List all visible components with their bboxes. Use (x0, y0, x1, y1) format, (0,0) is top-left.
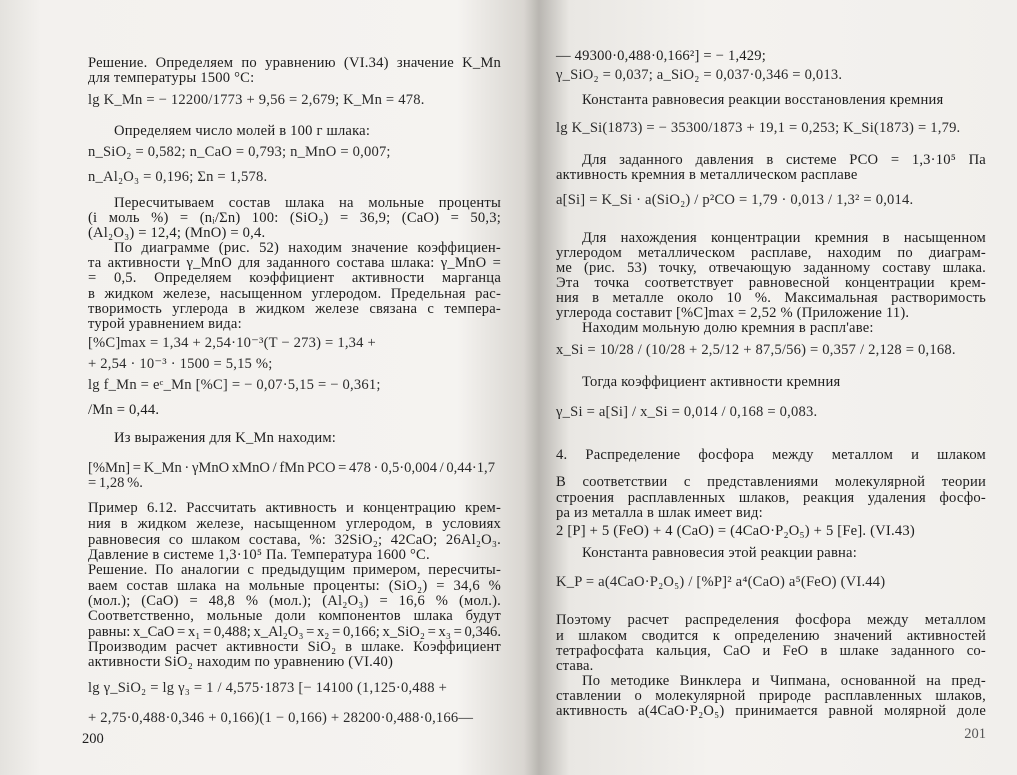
text-line: (i моль %) = (nᵢ/Σn) 100: (SiO₂) = 36,9; (CaO) = 50,3; (88, 210, 501, 226)
formula-line: lg f_Mn = eᶜ_Mn [%C] = − 0,07·5,15 = − 0,361; (88, 377, 381, 393)
text-line: Пересчитываем состав шлака на мольные проценты (114, 195, 501, 211)
text-line: Производим расчет активности SiO₂ в шлаке. Коэффициент (88, 639, 501, 655)
text-line: ваем состав шлака на мольные проценты: (SiO₂) = 34,6 % (88, 578, 501, 594)
text-line: в жидком железе, насыщенном углеродом. Предельная рас- (88, 286, 501, 302)
page-number: 200 (82, 731, 104, 747)
text-line: тетрафосфата кальция, CaO и FeO в шлаке заданного со- (556, 643, 986, 659)
text-line: = 0,5. Определяем коэффициент активности марганца (88, 270, 501, 286)
formula-line: lg K_Mn = − 12200/1773 + 9,56 = 2,679; K_Mn = 478. (88, 92, 425, 108)
text-line: Определяем число молей в 100 г шлака: (114, 123, 371, 139)
text-line: Находим мольную долю кремния в распл'аве: (582, 320, 874, 336)
text-line: ния в металле около 10 %. Максимальная растворимость (556, 290, 986, 306)
formula-line: + 2,75·0,488·0,346 + 0,166)(1 − 0,166) + 28200·0,488·0,166— (88, 710, 474, 726)
text-line: (мол.); (CaO) = 48,8 % (мол.); (Al₂O₃) = 16,6 % (мол.). (88, 593, 501, 609)
formula-line: n_Al₂O₃ = 0,196; Σn = 1,578. (88, 169, 268, 185)
right-page (556, 0, 986, 775)
text-line: /Mn = 0,44. (88, 402, 160, 418)
text-line: — 49300·0,488·0,166²] = − 1,429; (556, 48, 767, 64)
text-line: 4. Распределение фосфора между металлом и шлаком (556, 447, 986, 463)
formula-line: [%Mn] = K_Mn · γMnO xMnO / fMn PCO = 478 · 0,5·0,004 / 0,44·1,7 = 1,28 %. (88, 460, 495, 491)
text-line: Константа равновесия реакции восстановления кремния (582, 92, 944, 108)
text-line: Тогда коэффициент активности кремния (582, 374, 841, 390)
text-line: ра из металла в шлак имеет вид: (556, 505, 763, 521)
text-line: равновесия со шлаком состава, %: 32SiO₂; 42CaO; 26Al₂O₃. (88, 532, 501, 548)
text-line: творимость углерода в жидком железе связана с темпера- (88, 301, 501, 317)
text-line: равны: x_CaO = x₁ = 0,488; x_Al₂O₃ = x₂ = 0,166; x_SiO₂ = x₃ = 0,346. (88, 624, 501, 640)
text-line: углеродом металлическом расплаве, находим по диаграм- (556, 245, 986, 261)
text-line: Соответственно, мольные доли компонентов шлака будут (88, 608, 501, 624)
text-line: По методике Винклера и Чипмана, основанной на пред- (582, 673, 986, 689)
text-line: 2 [P] + 5 (FeO) + 4 (CaO) = (4CaO·P₂O₅) + 5 [Fe]. (VI.43) (556, 523, 915, 539)
text-line: активности SiO₂ находим по уравнению (VI.40) (88, 654, 394, 670)
formula-line: γ_SiO₂ = 0,037; a_SiO₂ = 0,037·0,346 = 0,013. (556, 67, 843, 83)
text-line: активность a(4CaO·P₂O₅) принимается равной молярной доле (556, 703, 986, 719)
formula-line: γ_Si = a[Si] / x_Si = 0,014 / 0,168 = 0,083. (556, 404, 818, 420)
text-line: ставлении о молекулярной природе расплавленных шлаков, (556, 688, 986, 704)
text-line: ния в жидком железе, насыщенном углеродом, в условиях (88, 516, 501, 532)
page-number: 201 (964, 726, 986, 742)
text-line: Для заданного давления в системе PCO = 1,3·10⁵ Па (582, 152, 986, 168)
text-line: для температуры 1500 °С: (88, 70, 255, 86)
formula-line: [%C]max = 1,34 + 2,54·10⁻³(T − 273) = 1,34 + (88, 335, 376, 351)
formula-line: lg K_Si(1873) = − 35300/1873 + 19,1 = 0,253; K_Si(1873) = 1,79. (556, 120, 961, 136)
text-line: Из выражения для K_Mn находим: (114, 430, 337, 446)
text-line: Для нахождения концентрации кремния в насыщенном (582, 230, 986, 246)
text-line: строения расплавленных шлаков, реакция удаления фосфо- (556, 490, 986, 506)
text-line: Эта точка соответствует равновесной концентрации крем- (556, 275, 986, 291)
text-line: (Al₂O₃) = 12,4; (MnO) = 0,4. (88, 225, 266, 241)
formula-line: n_SiO₂ = 0,582; n_CaO = 0,793; n_MnO = 0,007; (88, 144, 391, 160)
text-line: Решение. По аналогии с предыдущим примером, пересчиты- (88, 562, 501, 578)
text-line: Давление в системе 1,3·10⁵ Па. Температура 1600 °С. (88, 547, 430, 563)
text-line: Константа равновесия этой реакции равна: (582, 545, 857, 561)
text-line: углерода составит [%C]max = 2,52 % (Приложение 11). (556, 305, 910, 321)
text-line: Поэтому расчет распределения фосфора между металлом (556, 612, 986, 628)
text-line: ме (рис. 53) точку, отвечающую заданному составу шлака. (556, 260, 986, 276)
text-line: В соответствии с представлениями молекулярной теории (556, 474, 986, 490)
text-line: та активности γ_MnO для заданного состава шлака: γ_MnO = (88, 255, 501, 271)
formula-line: lg γ_SiO₂ = lg γ₃ = 1 / 4,575·1873 [− 14100 (1,125·0,488 + (88, 680, 448, 696)
text-line: и шлаком сводится к определению значений активностей (556, 628, 986, 644)
text-line: турой уравнением вида: (88, 316, 242, 332)
formula-line: x_Si = 10/28 / (10/28 + 2,5/12 + 87,5/56) = 0,357 / 2,128 = 0,168. (556, 342, 956, 358)
left-page (82, 0, 501, 775)
formula-line: + 2,54 · 10⁻³ · 1500 = 5,15 %; (88, 356, 273, 372)
text-line: активность кремния в металлическом расплаве (556, 167, 858, 183)
text-line: Решение. Определяем по уравнению (VI.34) значение K_Mn (88, 55, 501, 71)
formula-line: a[Si] = K_Si · a(SiO₂) / p²CO = 1,79 · 0,013 / 1,3² = 0,014. (556, 192, 914, 208)
text-line: По диаграмме (рис. 52) находим значение коэффициен- (114, 240, 501, 256)
text-line: Пример 6.12. Рассчитать активность и концентрацию крем- (88, 500, 501, 516)
text-line: става. (556, 658, 594, 674)
formula-line: K_P = a(4CaO·P₂O₅) / [%P]² a⁴(CaO) a⁵(FeO) (VI.44) (556, 574, 886, 590)
